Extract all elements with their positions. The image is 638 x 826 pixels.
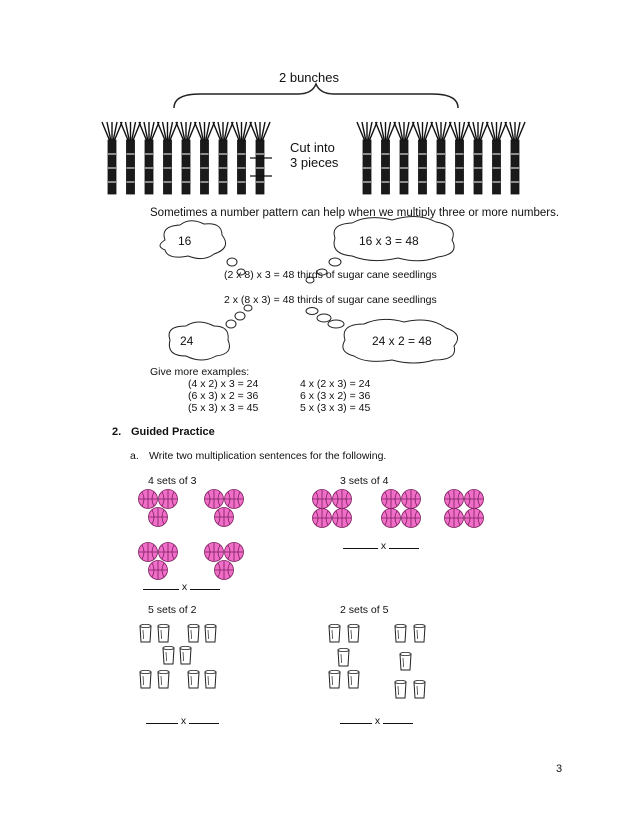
page-number: 3 — [556, 763, 563, 775]
section-number: 2. — [112, 426, 122, 438]
equation-line-1: (2 x 8) x 3 = 48 thirds of sugar cane seedlings — [224, 269, 437, 281]
answer-blank-3b[interactable] — [189, 714, 219, 724]
answer-blank-1b[interactable] — [190, 580, 220, 590]
drinking-glass — [348, 670, 359, 688]
example-left-1: (4 x 2) x 3 = 24 — [188, 378, 259, 390]
pink-ball — [139, 543, 158, 562]
times-sign: x — [380, 540, 387, 552]
cut-label-line2: 3 pieces — [290, 155, 339, 170]
pink-ball — [225, 490, 244, 509]
problem-1-label: 4 sets of 3 — [148, 475, 197, 487]
pink-ball — [139, 490, 158, 509]
bunches-label: 2 bunches — [279, 70, 339, 85]
example-right-1: 4 x (2 x 3) = 24 — [300, 378, 371, 390]
pink-ball — [382, 509, 401, 528]
equation-line-2: 2 x (8 x 3) = 48 thirds of sugar cane seedlings — [224, 294, 437, 306]
answer-blank-2b[interactable] — [389, 539, 419, 549]
drinking-glass — [158, 624, 169, 642]
example-left-3: (5 x 3) x 3 = 45 — [188, 402, 259, 414]
drinking-glass — [400, 652, 411, 670]
answer-blank-2a[interactable] — [343, 539, 378, 549]
pink-ball — [465, 509, 484, 528]
pink-ball — [382, 490, 401, 509]
glass-sets-illustration — [0, 620, 638, 700]
example-left-2: (6 x 3) x 2 = 36 — [188, 390, 259, 402]
intro-text: Sometimes a number pattern can help when we multiply three or more numbers. — [150, 207, 560, 219]
pink-ball — [402, 509, 421, 528]
cut-label-line1: Cut into — [290, 140, 335, 155]
answer-blank-3a[interactable] — [146, 714, 178, 724]
pink-ball — [159, 490, 178, 509]
answer-line-problem-3[interactable] — [146, 714, 219, 727]
cloud-text-top-left: 16 — [178, 234, 192, 248]
pink-ball — [333, 490, 352, 509]
times-sign: x — [374, 715, 381, 727]
pink-ball — [205, 543, 224, 562]
drinking-glass — [188, 670, 199, 688]
pink-ball — [215, 508, 234, 527]
instruction-letter: a. — [130, 450, 139, 462]
drinking-glass — [188, 624, 199, 642]
pink-ball — [333, 509, 352, 528]
cloud-text-bottom-right: 24 x 2 = 48 — [372, 334, 432, 348]
problem-2-label: 3 sets of 4 — [340, 475, 389, 487]
pink-ball — [313, 509, 332, 528]
answer-blank-4a[interactable] — [340, 714, 372, 724]
thought-cloud-shapes — [0, 0, 638, 380]
times-sign: x — [181, 581, 188, 593]
pink-ball — [402, 490, 421, 509]
drinking-glass — [395, 624, 406, 642]
drinking-glass — [180, 646, 191, 664]
times-sign: x — [180, 715, 187, 727]
ball-sets-illustration — [0, 480, 638, 590]
cloud-text-top-right: 16 x 3 = 48 — [359, 234, 419, 248]
answer-blank-4b[interactable] — [383, 714, 413, 724]
drinking-glass — [414, 624, 425, 642]
pink-ball — [445, 509, 464, 528]
example-right-2: 6 x (3 x 2) = 36 — [300, 390, 371, 402]
pink-ball — [313, 490, 332, 509]
answer-line-problem-4[interactable] — [340, 714, 413, 727]
answer-line-problem-2[interactable] — [343, 539, 419, 552]
drinking-glass — [329, 670, 340, 688]
answer-line-problem-1[interactable] — [143, 580, 220, 593]
drinking-glass — [395, 680, 406, 698]
example-right-3: 5 x (3 x 3) = 45 — [300, 402, 371, 414]
cloud-text-bottom-left: 24 — [180, 334, 194, 348]
problem-3-label: 5 sets of 2 — [148, 604, 197, 616]
instruction-text: Write two multiplication sentences for the following. — [149, 450, 387, 462]
problem-4-label: 2 sets of 5 — [340, 604, 389, 616]
pink-ball — [215, 561, 234, 580]
drinking-glass — [205, 670, 216, 688]
section-title: Guided Practice — [131, 426, 215, 438]
pink-ball — [159, 543, 178, 562]
pink-ball — [149, 561, 168, 580]
drinking-glass — [329, 624, 340, 642]
examples-heading: Give more examples: — [150, 366, 250, 378]
pink-ball — [149, 508, 168, 527]
answer-blank-1a[interactable] — [143, 580, 179, 590]
pink-ball — [445, 490, 464, 509]
drinking-glass — [140, 670, 151, 688]
drinking-glass — [158, 670, 169, 688]
drinking-glass — [414, 680, 425, 698]
pink-ball — [205, 490, 224, 509]
pink-ball — [465, 490, 484, 509]
drinking-glass — [338, 648, 349, 666]
drinking-glass — [140, 624, 151, 642]
drinking-glass — [348, 624, 359, 642]
drinking-glass — [163, 646, 174, 664]
pink-ball — [225, 543, 244, 562]
drinking-glass — [205, 624, 216, 642]
